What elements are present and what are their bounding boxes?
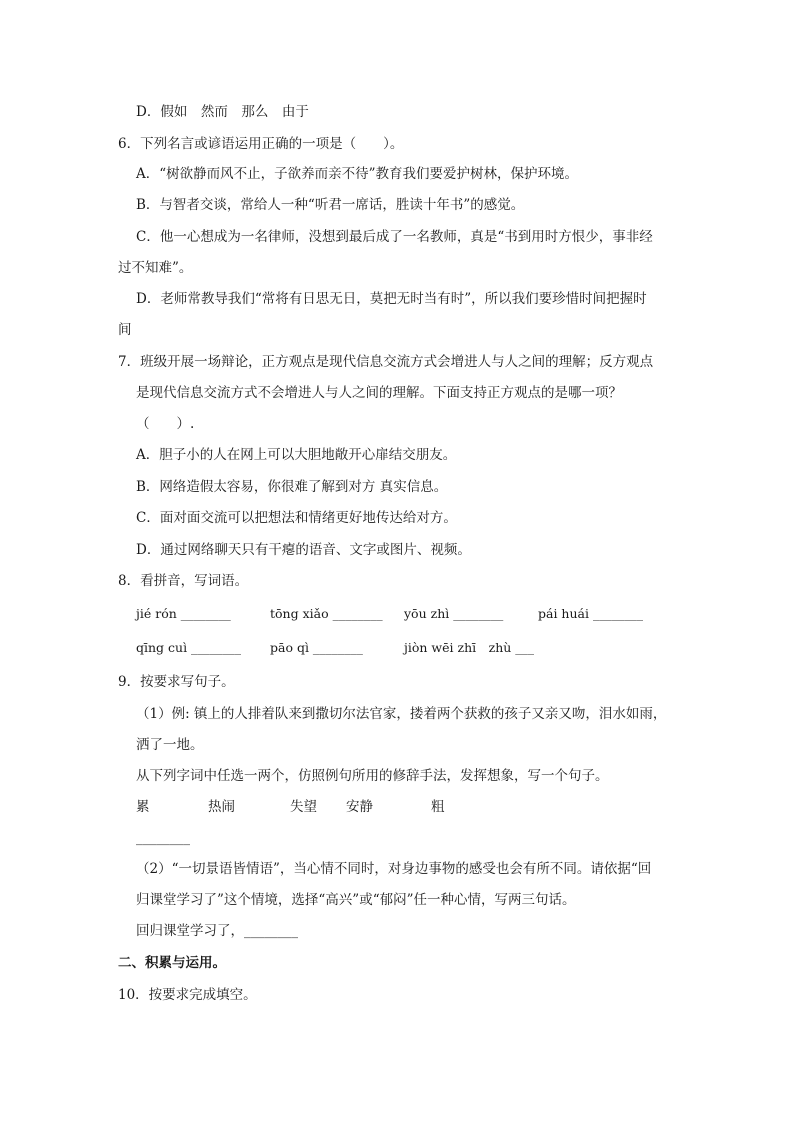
q7-option-c: C．面对面交流可以把想法和情绪更好地传达给对方。	[136, 510, 457, 526]
q9-part1-line2: 洒了一地。	[136, 737, 204, 753]
q7-option-d: D．通过网络聊天只有干瘪的语音、文字或图片、视频。	[136, 542, 471, 558]
pinyin-item: jié rón ________	[136, 606, 231, 621]
pinyin-item: pái huái ________	[538, 606, 643, 621]
q10-stem: 10．按要求完成填空。	[118, 987, 257, 1003]
pinyin-item: pāo qì ________	[270, 640, 363, 655]
pinyin-item: yōu zhì ________	[404, 606, 504, 621]
q6-option-d-line2: 间	[118, 322, 132, 338]
q6-option-c-line2: 过不知难”。	[118, 260, 193, 276]
word-option: 粗	[431, 799, 445, 815]
word-option: 失望	[290, 799, 317, 815]
pinyin-item: tōng xiǎo ________	[270, 606, 383, 621]
q8-pinyin-row-1	[136, 604, 696, 624]
q8-pinyin-row-2	[136, 638, 696, 658]
q6-stem: 6．下列名言或谚语运用正确的一项是（ ）。	[118, 136, 404, 152]
pinyin-item: jiòn wēi zhī zhù ___	[404, 640, 535, 655]
q7-stem-line3: （ ）.	[136, 416, 195, 432]
section-heading: 二、积累与运用。	[118, 955, 226, 971]
q9-part1-answer-blank: ________	[136, 830, 190, 846]
q6-option-a: A．“树欲静而风不止，子欲养而亲不待”教育我们要爱护树林，保护环境。	[136, 166, 579, 182]
q8-stem: 8．看拼音，写词语。	[118, 573, 249, 589]
q6-option-c-line1: C．他一心想成为一名律师，没想到最后成了一名教师，真是“书到用时方恨少，事非经	[136, 229, 653, 245]
q9-part1-line1: （1）例: 镇上的人排着队来到撒切尔法官家，搂着两个获救的孩子又亲又吻，泪水如雨，	[136, 706, 667, 722]
q7-stem-line1: 7．班级开展一场辩论，正方观点是现代信息交流方式会增进人与人之间的理解；反方观点	[118, 354, 654, 370]
word-option: 热闹	[208, 799, 235, 815]
pinyin-item: qīng cuì ________	[136, 640, 242, 655]
q9-part2-line2: 归课堂学习了”这个情境，选择“高兴”或“郁闷”任一种心情，写两三句话。	[136, 892, 576, 908]
q6-option-b: B．与智者交谈，常给人一种“听君一席话，胜读十年书”的感觉。	[136, 197, 525, 213]
q9-stem: 9．按要求写句子。	[118, 674, 235, 690]
q7-stem-line2: 是现代信息交流方式不会增进人与人之间的理解。下面支持正方观点的是哪一项？	[136, 385, 622, 401]
q7-option-b: B．网络造假太容易，你很难了解到对方 真实信息。	[136, 479, 448, 495]
q7-option-a: A．胆子小的人在网上可以大胆地敞开心扉结交朋友。	[136, 447, 457, 463]
q5-option-d: D．假如 然而 那么 由于	[136, 104, 309, 120]
word-option: 安静	[346, 799, 373, 815]
word-option: 累	[136, 799, 150, 815]
q9-part2-line1: （2）“一切景语皆情语”，当心情不同时，对身边事物的感受也会有所不同。请依据“回	[136, 861, 652, 877]
q9-part2-line3: 回归课堂学习了，________	[136, 923, 298, 939]
q6-option-d-line1: D．老师常教导我们“常将有日思无日，莫把无时当有时”，所以我们要珍惜时间把握时	[136, 291, 647, 307]
q9-part1-line3: 从下列字词中任选一两个，仿照例句所用的修辞手法，发挥想象，写一个句子。	[136, 768, 609, 784]
